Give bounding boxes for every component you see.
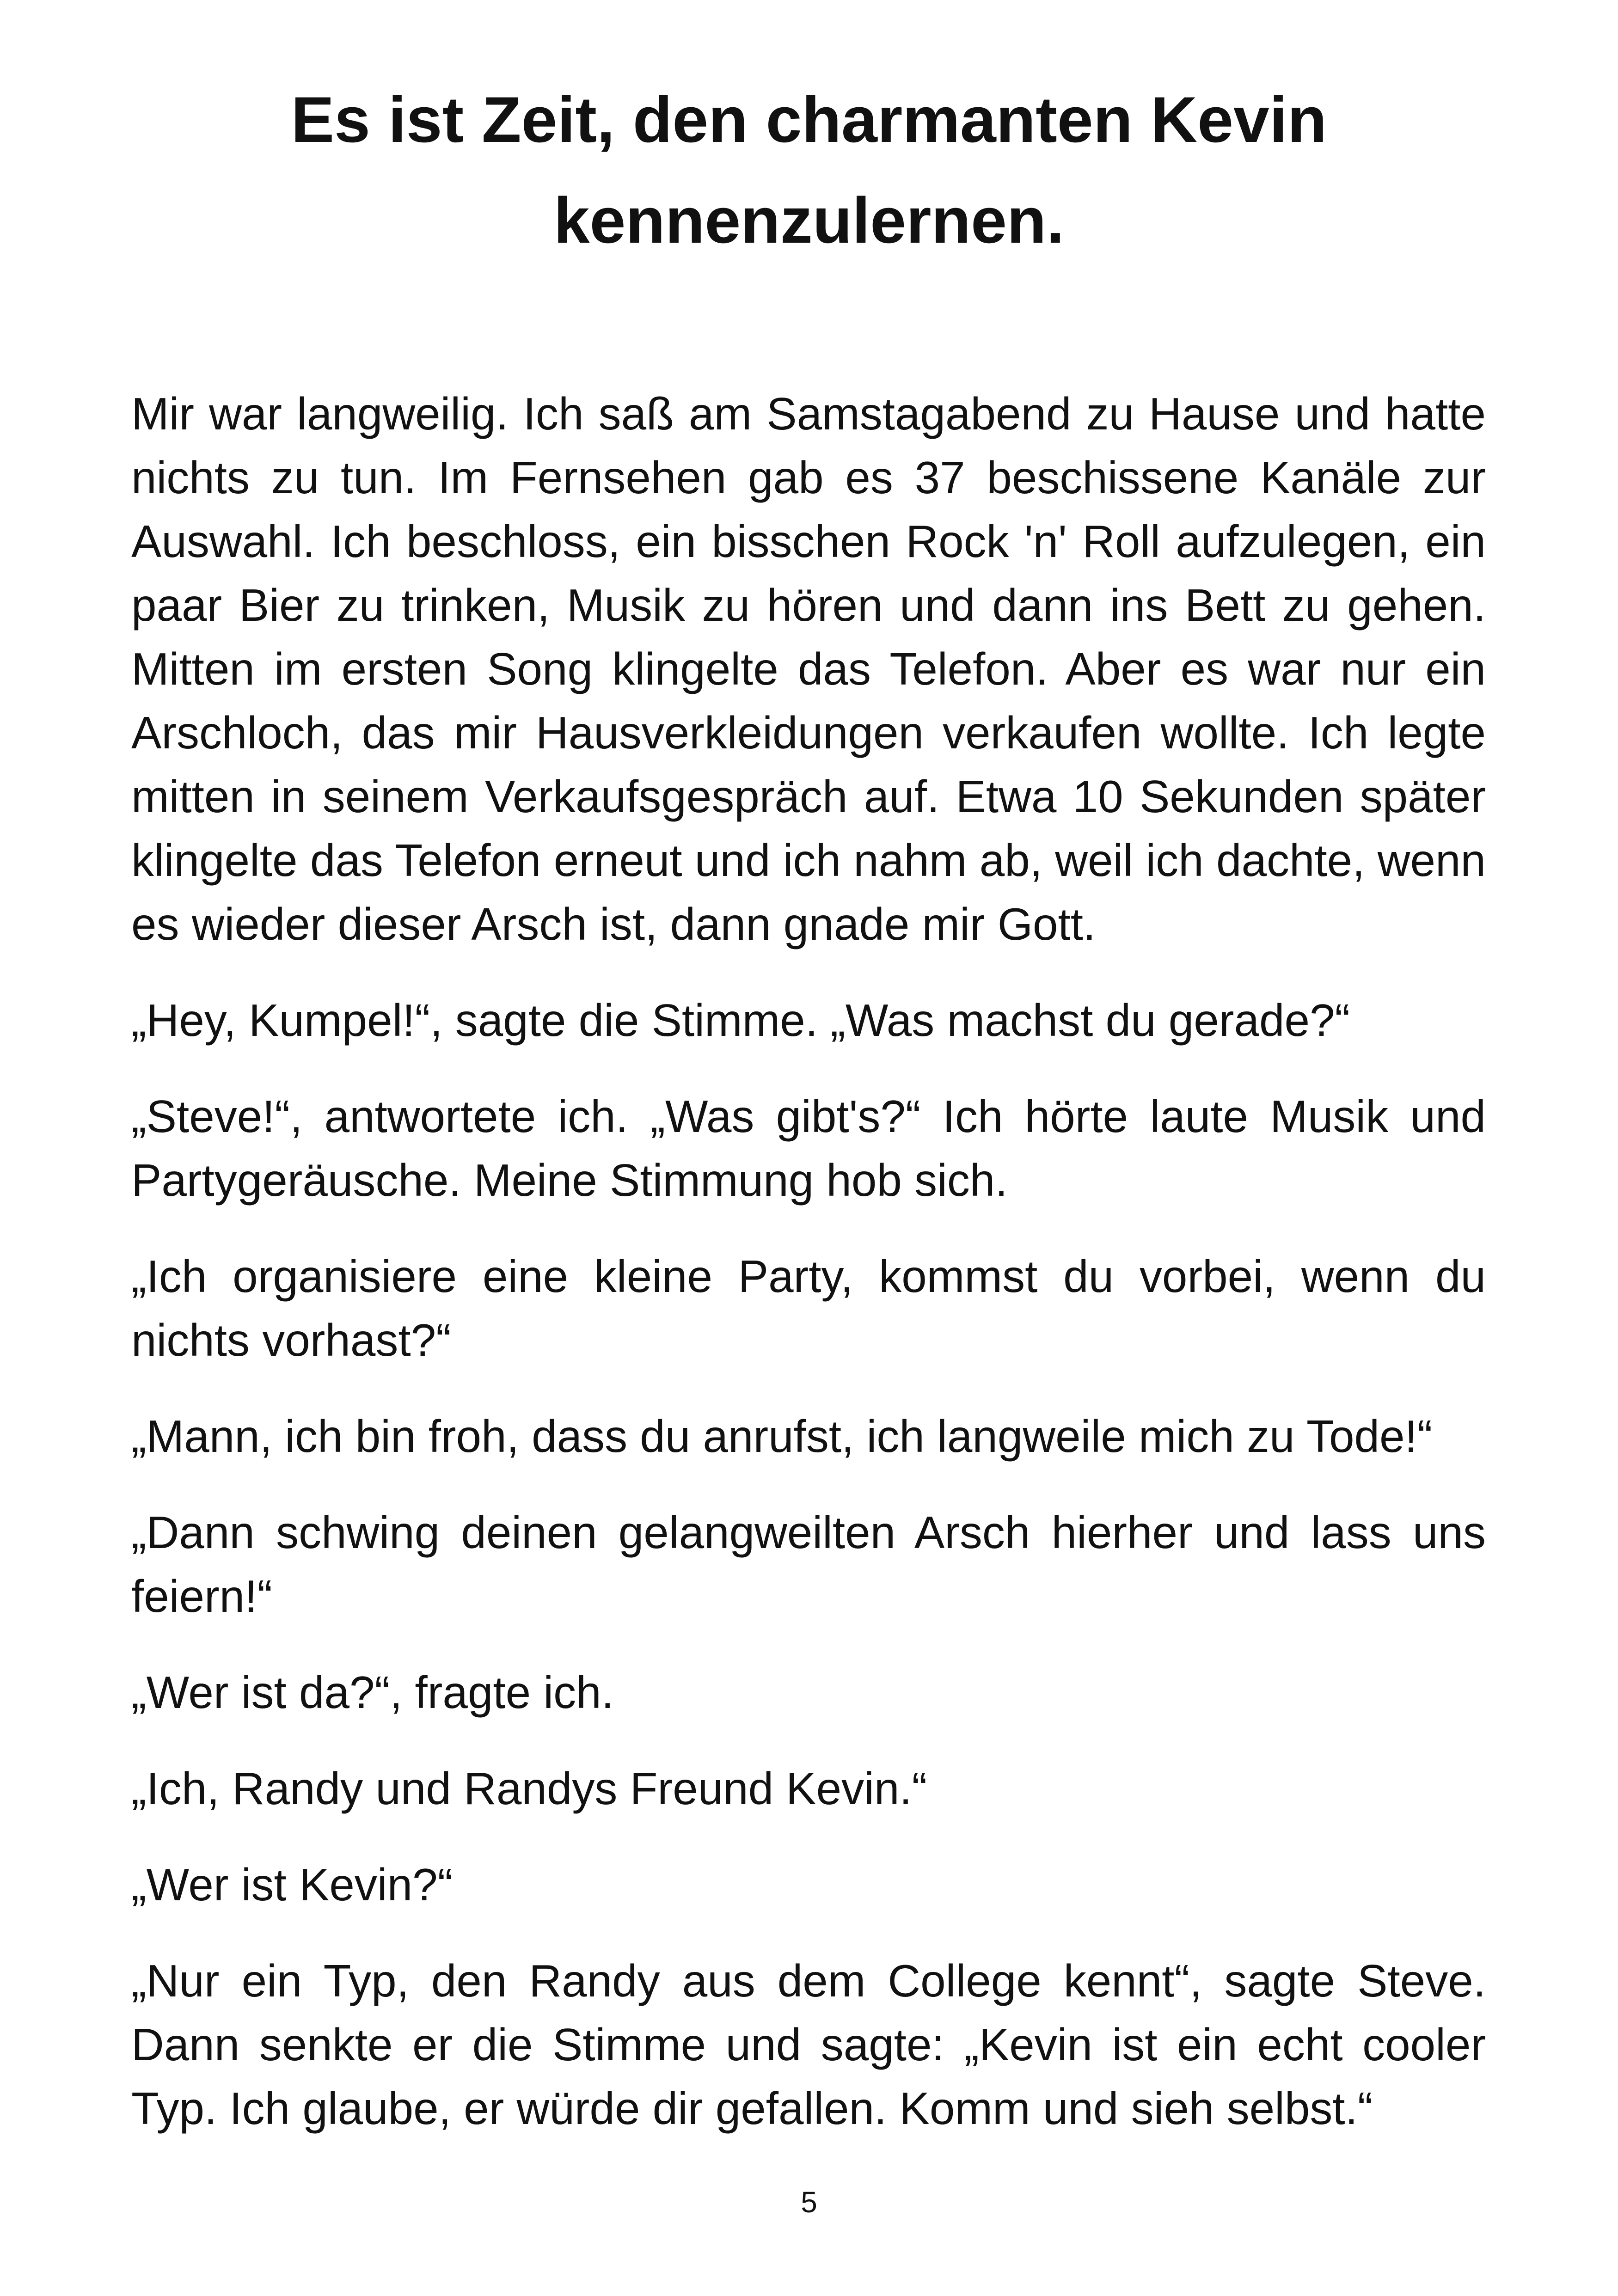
paragraph-2: „Hey, Kumpel!“, sagte die Stimme. „Was machst du gerade?“ (131, 995, 1350, 1046)
paragraph-9: „Wer ist Kevin?“ (131, 1859, 453, 1910)
chapter-title-line-1: Es ist Zeit, den charmanten Kevin (291, 83, 1327, 156)
paragraph-5: „Mann, ich bin froh, dass du anrufst, ich langweile mich zu Tode!“ (131, 1411, 1433, 1462)
paragraph-1: Mir war langweilig. Ich saß am Samstagabend zu Hause und hatte nichts zu tun. Im Fernsehen gab es 37 beschissene Kanäle zur Auswahl. Ich beschloss, ein bisschen Rock 'n' Roll aufzulegen, ein paar Bier zu trinken, Musik zu hören und dann ins Bett zu gehen. Mitten im ersten Song klingelte das Telefon. Aber es war nur ein Arschloch, das mir Hausverkleidungen verkaufen wollte. Ich legte mitten in seinem Verkaufsgespräch auf. Etwa 10 Sekunden später klingelte das Telefon erneut und ich nahm ab, weil ich dachte, wenn es wieder dieser Arsch ist, dann gnade mir Gott. (131, 388, 1486, 949)
paragraph-3: „Steve!“, antwortete ich. „Was gibt's?“ Ich hörte laute Musik und Partygeräusche. Meine Stimmung hob sich. (131, 1091, 1486, 1206)
paragraph-10: „Nur ein Typ, den Randy aus dem College kennt“, sagte Steve. Dann senkte er die Stimme und sagte: „Kevin ist ein echt cooler Typ. Ich glaube, er würde dir gefallen. Komm und sieh selbst.“ (131, 1955, 1486, 2134)
body-text (131, 382, 1486, 2173)
chapter-title (185, 69, 1433, 271)
paragraph-4: „Ich organisiere eine kleine Party, kommst du vorbei, wenn du nichts vorhast?“ (131, 1251, 1486, 1365)
paragraph-6: „Dann schwing deinen gelangweilten Arsch hierher und lass uns feiern!“ (131, 1507, 1486, 1622)
page-number: 5 (801, 2186, 817, 2219)
paragraph-8: „Ich, Randy und Randys Freund Kevin.“ (131, 1763, 927, 1814)
chapter-title-line-2: kennenzulernen. (553, 184, 1065, 257)
paragraph-7: „Wer ist da?“, fragte ich. (131, 1667, 614, 1718)
